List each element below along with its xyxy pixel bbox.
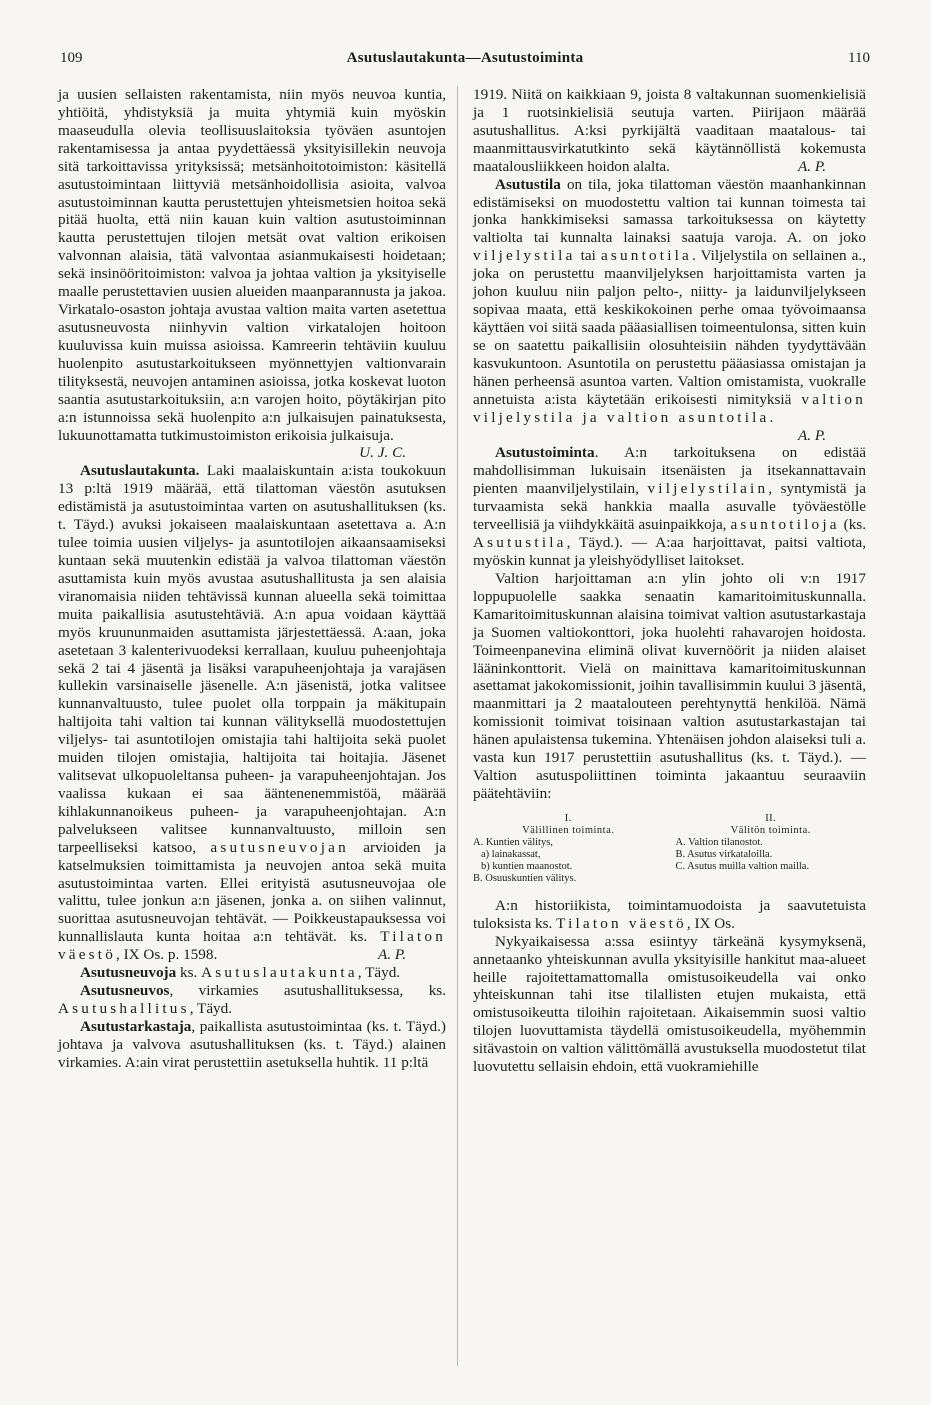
schema-number: I. <box>564 812 572 824</box>
entry-text: , virkamies asutushallituksessa, ks. <box>169 982 446 1000</box>
entry-text: arvioiden ja katselmuksien toimittamista ja neuvojen antoa sekä muita asutustoimintaa varten. Ellei erityistä asutusneuvojaa ole valittu, tulee jonkun a:n jäsenen, jonka a. on siihen valinnut, suorittaa asutusneuvojan tehtävät. — Poikkeustapauksessa voi kunnallislauta kunta hoitaa a:n tehtävät. ks. <box>58 838 447 946</box>
schema-item: A. Kuntien välitys, <box>473 836 553 848</box>
paragraph-text: ja uusien sellaisten rakentamista, niin myös neuvoa kuntia, yhtiöitä, yhdistyksiä ja muita yhtymiä kuin myöskin maaseudulla olevia teollisuuslaitoksia työväen asuntojen rakentamisessa ja antaa pyydettäessä yksityisillekin neuvoja sitä tarkoittavissa yrityksissä; metsänhoitotoimiston: käsitellä asutustoimintaan liittyviä metsänhoidollisia asioita, valvoa asutustoiminnan kautta perustettujen yhteismetsien hoitoa sekä pitää huolta, että niin kauan kuin valtion asutustoiminnan kautta perustettujen tilojen metsät ovat valtion erikoisen valvonnan alaisia, tätä valvontaa asianmukaisesti hoidetaan; sekä insinööritoimiston: valvoa ja johtaa valtion ja yksityiselle maalle perustettavien uusien alueiden maanparannusta ja jakoa. Virkatalo-osaston johtaja avustaa valtion maita varten asetettua asutusneuvosta niinhyvin valtion virkatalojen hoitoon kuuluvissa kuin muissa asioissa. Kamreerin tehtäviin kuuluu huolenpito asutustarkoitukseen myönnettyjen valtionvarain tilityksestä, neuvojen antaminen asioissa, jotka koskevat luoton saantia asutustarkoituksiin, a:n varojen hoito, pöytäkirjan pito a:n istunnoissa sekä huolenpito a:n julkaisujen painatuksesta, lukuunottamatta tutkimustoimiston erikoisia julkaisuja. <box>58 86 446 444</box>
entry-text: , paikallista asutustoimintaa (ks. t. Täyd.) johtava ja valvova asutushallituksen (ks. t. Täyd.) alainen virkamies. A:ain virat perustettiin asetuksella huhtik. 11 p:ltä <box>58 1017 446 1071</box>
entry-text: . A:n tarkoituksena on edistää mahdollisimman lukuisain itsenäisten ja itsekannattavain pienten maanviljelystilain, <box>473 444 866 498</box>
entry-text: . Viljelystila on sellainen a., joka on perustettu maanviljelyksen harjoittamista varten ja johon kuuluu niin paljon pelto-, niitty- ja laidunviljelykseen sopivaa maata, että keskikokoinen perhe omaa työvoimaansa käyttäen voi siitä saada pääasiallisen toimeentulonsa, sitten kuin se on saatettu paikallisiin olosuhteisiin nähden tyydyttävään kasvukuntoon. Asuntotila on perustettu pääasiassa omistajan ja hänen perheensä asuntoa varten. Valtion omistamista, vuokralle annetuista a:ista käytetään erikoisesti nimityksiä <box>473 247 867 408</box>
paragraph-tutkimustoimisto <box>58 86 446 462</box>
entry-text: on tila, joka tilattoman väestön maanhankinnan edistämiseksi on muodostettu valtion tai kunnan toimesta tai jonka hankkimiseksi samassa tarkoituksessa on käytetty valtiolta tai kunnalta lainaksi saatuja varoja. A. on joko <box>473 175 866 247</box>
entry-text: (ks. <box>843 516 867 534</box>
author-signature: A. P. <box>798 426 826 444</box>
entry-asutusneuvos <box>58 982 446 1018</box>
entry-text: , Täyd.). — A:aa harjoittavat, paitsi valtiota, myöskin kunnat ja yleishyödylliset laitokset. <box>473 534 866 569</box>
schema-title: Välillinen toiminta. <box>522 824 615 836</box>
paragraph-valtion-johto: Valtion harjoittaman a:n ylin johto oli v:n 1917 loppupuolelle saakka senaatin kamaritoimituskunnalla. Kamaritoimituskunnan alaisina toimivat valtion asutustarkastaja ja Suomen valtiokonttori, joka huolehti rahavarojen hoidosta. Toimeenpanevina eliminä olivat kuvernöörit ja niiden alaiset lääninkonttorit. Vielä on mainittava kamaritoimituskunnan asettamat jakokomissionit, joihin tavallisimmin kuului 3 jäsentä, maanmittari ja 2 maatalouteen perehtynyttä henkilöä. Nämä komissionit toimivat toisinaan valtion asutustarkastajan tai hänen apulaistensa tukemina. Yhtenäisen johdon alaiseksi tuli a. vasta kun 1917 perustettiin asutushallitus (ks. t. Täyd.). — Valtion asutuspoliittinen toiminta jakaantuu seuraaviin päätehtäviin: <box>473 569 866 802</box>
schema-column-direct <box>676 813 867 885</box>
schema-item: B. Asutus virkataloilla. <box>675 848 773 860</box>
paragraph-historiikki <box>473 897 866 933</box>
schema-column-indirect <box>473 813 664 885</box>
spaced-term: asuntotila <box>600 247 692 265</box>
schema-item: B. Osuuskuntien välitys. <box>473 872 577 884</box>
spaced-term: valtion viljelystila ja valtion asuntotila <box>473 390 867 426</box>
entry-text: ks. <box>180 964 198 982</box>
schema-title: Välitön toiminta. <box>730 824 811 836</box>
entry-text: Laki maalaiskuntain a:ista toukokuun 13 p:ltä 1919 määrää, että tilattoman väestön asutuksen edistämistä ja asutustoimintaa varten on asutushallituksen (ks. t. Täyd.) avuksi jokaiseen maalaiskuntaan asetettava a. A:n tulee toimia uusien viljelys- ja asuntotilojen aikaansaamiseksi kuntaan sekä muutenkin edistää ja valvoa tilattoman väestön asuttamista kuin myös avustaa asutushallitusta ja sen alaisia viranomaisia niiden tehtävissä kunnan alueella sekä toimittaa muita paikallisia asutustehtäviä. A:n apua voidaan käyttää myös kruununmaiden asuttamista järjestettäessä. A:aan, joka asetetaan 3 kalenterivuodeksi kerrallaan, kuuluu puheenjohtaja sekä 2 tai 4 jäsentä ja lisäksi varapuheenjohtaja ja varajäsen kullekin varsinaiselle jäsenelle. A:n jäsenistä, jotka valitsee kunnanvaltuusto, tulee puolet olla torppain ja mäkitupain haltijoita tahi valtion tai kunnan välityksellä muodostettujen viljelys- tai asuntotilojen omistajia tahi haltijoita sekä puolet muiden tilojen omistajia, haltijoita tai hoitajia. Jäsenet valitsevat ulkopuoleltansa puheen- ja varapuheenjohtajan. Jos vaalissa kukaan ei saa ääntenenemmistöä, määrää kihlakunnanoikeus puheen- ja varapuheenjohtajan. A:n palvelukseen valitsee kunnanvaltuusto, milloin sen tarpeelliseksi katsoo, <box>58 462 446 856</box>
entry-term: Asutusneuvos <box>80 982 170 1000</box>
right-column <box>473 86 866 1076</box>
spaced-term: viljelystilain <box>647 480 769 498</box>
spaced-term: viljelystila <box>473 247 576 265</box>
entry-text: , syntymistä ja turvaamista sekä hankkia maalla asuvalle työväestölle terveellisiä ja viihdykkäitä asuinpaikkoja, <box>473 480 867 534</box>
paragraph-text: A:n historiikista, toimintamuodoista ja saavutetuista tuloksista ks. <box>473 896 866 932</box>
entry-term: Asutustila <box>495 175 561 193</box>
author-signature: A. P. <box>798 157 826 175</box>
entry-asutustila: Asutustila on tila, joka tilattoman väestön maanhankinnan edistämiseksi on muodostettu valtion tai kunnan toimesta tai jonka hankkimiseksi samassa tarkoituksessa on käytetty valtiolta tai kunnalta lainaksi saatuja varoja. A. on joko viljelystila tai asuntotila. Viljelystila on sellainen a., joka on perustettu maanviljelyksen harjoittamista varten ja johon kuuluu niin paljon pelto-, niitty- ja laidunviljelykseen sopivaa maata, että keskikokoinen perhe omaa työvoimaansa käyttäen voi siitä saada pääasiallisen toimeentulonsa, sitten kuin se on saatettu paikallisiin olosuhteisiin nähden tyydyttävään kasvukuntoon. Asuntotila on perustettu pääasiassa omistajan ja hänen perheensä asuntoa varten. Valtion omistamista, vuokralle annetuista a:ista käytetään erikoisesti nimityksiä valtion viljelystila ja valtion asuntotila. A. P. <box>473 175 867 444</box>
schema-subitem: a) lainakassat, <box>481 848 541 860</box>
cross-reference: Asutushallitus <box>58 1000 190 1018</box>
cross-reference: Asutustila <box>473 534 567 552</box>
paragraph-continued <box>473 86 866 176</box>
entry-text: , IX Os. p. 1598. <box>116 946 218 964</box>
entry-text: , Täyd. <box>189 1000 233 1018</box>
entry-asutuslautakunta <box>58 462 446 964</box>
entry-term: Asutustoiminta <box>495 444 595 462</box>
schema-number: II. <box>765 812 777 824</box>
schema-subitem: b) kuntien maanostot. <box>481 860 573 872</box>
paragraph-nykyaikainen: Nykyaikaisessa a:ssa esiintyy tärkeänä kysymyksenä, annetaanko yhteiskunnan avulla yksityisille hankitut maa-alueet heille rajoitettamattomalla omistusoikeudella vai onko yhteiskunnan tahi itse tilallisten etujen mukaista, että omistusoikeutta tiloihin rajoitetaan. Aikaisemmin suosi valtio tilojen luovuttamista täydellä omistusoikeudella, myöhemmin sitävastoin on valtion välittömällä avustuksella muodostetut tilat luovutettu sellaisin ehdoin, että vuokramiehille <box>473 932 866 1076</box>
entry-asutustarkastaja <box>58 1018 446 1072</box>
entry-text: , Täyd. <box>357 964 401 982</box>
activity-schema <box>473 813 866 885</box>
page-number-right: 110 <box>848 50 870 66</box>
entry-text: tai <box>580 247 596 265</box>
entry-term: Asutusneuvoja <box>80 964 177 982</box>
entry-asutustoiminta <box>473 444 866 569</box>
spaced-term: asuntotiloja <box>730 516 840 534</box>
schema-item: C. Asutus muilla valtion mailla. <box>675 860 810 872</box>
running-title: Asutuslautakunta—Asutustoiminta <box>346 50 584 66</box>
cross-reference: Tilaton väestö <box>556 914 687 932</box>
entry-asutusneuvoja <box>58 964 446 982</box>
left-column <box>58 86 446 1072</box>
page-header <box>60 50 870 72</box>
column-divider <box>457 86 458 1366</box>
page-number-left: 109 <box>60 50 83 66</box>
author-signature: A. P. <box>378 946 406 964</box>
entry-term: Asutuslautakunta. <box>80 462 200 480</box>
cross-reference: Asutuslautakunta <box>201 964 358 982</box>
spaced-term: asutusneuvojan <box>210 838 349 856</box>
paragraph-text: 1919. Niitä on kaikkiaan 9, joista 8 valtakunnan suomenkielisiä ja 1 ruotsinkielisiä seutuja varten. Piirijaon määrää asutushallitus. A:ksi pyrkijältä vaaditaan maatalous- tai maanmittausvirkatutkinto sekä käytännöllistä kokemusta maatalousliikkeen hoidon alalta. <box>473 86 866 175</box>
schema-item: A. Valtion tilanostot. <box>675 836 763 848</box>
entry-term: Asutustarkastaja <box>80 1017 192 1035</box>
cross-reference: Tilaton väestö <box>58 928 447 964</box>
author-signature: U. J. C. <box>359 444 406 462</box>
paragraph-text: , IX Os. <box>686 914 735 932</box>
